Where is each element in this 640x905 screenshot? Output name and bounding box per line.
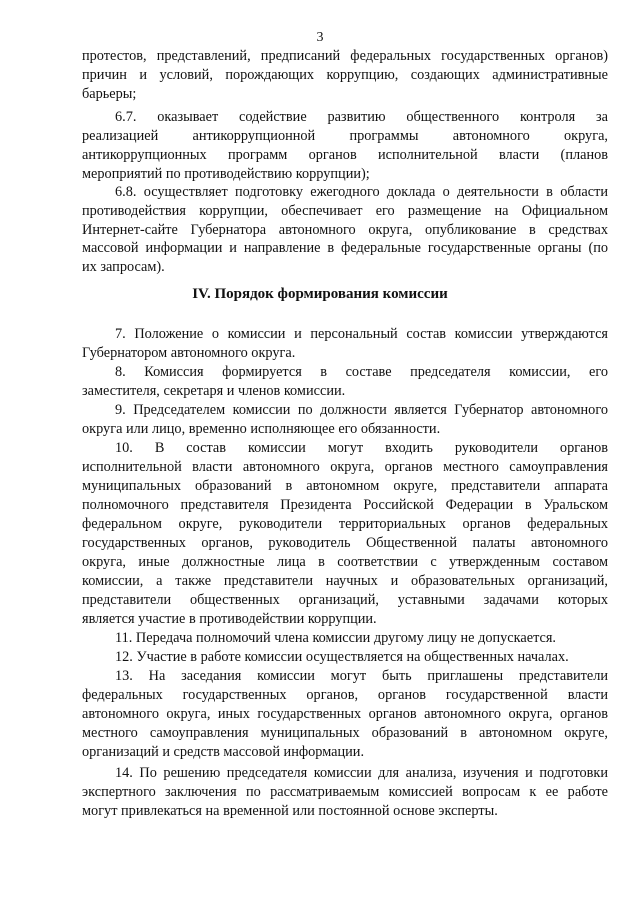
page-number: 3	[316, 30, 324, 45]
text-line: местного самоуправления муниципальных образований в автономном округе,	[82, 725, 608, 741]
text-line: барьеры;	[82, 86, 137, 102]
text-line: 7. Положение о комиссии и персональный состав комиссии утверждаются	[115, 326, 608, 342]
text-line: государственных органов, руководитель Общественной палаты автономного	[82, 535, 608, 551]
text-line: антикоррупционных программ органов исполнительной власти (планов	[82, 147, 608, 163]
text-line: комиссии, а также представители научных и образовательных организаций,	[82, 573, 608, 589]
text-line: представители общественных организаций, уставными задачами которых	[82, 592, 608, 608]
text-line: протестов, представлений, предписаний федеральных государственных органов)	[82, 48, 608, 64]
text-line: Губернатором автономного округа.	[82, 345, 296, 361]
text-line: федеральных государственных органов, органов государственной власти	[82, 687, 608, 703]
text-line: их запросам).	[82, 259, 165, 275]
text-line: 11. Передача полномочий члена комиссии другому лицу не допускается.	[115, 630, 556, 646]
text-line: является участие в противодействии коррупции.	[82, 611, 377, 627]
text-line: 12. Участие в работе комиссии осуществляется на общественных началах.	[115, 649, 569, 665]
text-line: 14. По решению председателя комиссии для анализа, изучения и подготовки	[115, 765, 608, 781]
text-line: 13. На заседания комиссии могут быть приглашены представители	[115, 668, 608, 684]
text-line: 10. В состав комиссии могут входить руководители органов	[115, 440, 608, 456]
text-line: 6.7. оказывает содействие развитию общественного контроля за	[115, 109, 608, 125]
text-line: 9. Председателем комиссии по должности является Губернатор автономного	[115, 402, 608, 418]
text-line: округа, иные должностные лица в соответствии с утвержденным составом	[82, 554, 608, 570]
text-line: экспертного заключения по рассматриваемым комиссией вопросам к ее работе	[82, 784, 608, 800]
text-line: могут привлекаться на временной или постоянной основе эксперты.	[82, 803, 498, 819]
text-line: 8. Комиссия формируется в составе председателя комиссии, его	[115, 364, 608, 380]
text-line: исполнительной власти автономного округа, органов местного самоуправления	[82, 459, 608, 475]
text-line: организаций и средств массовой информации.	[82, 744, 365, 760]
text-line: муниципальных образований в автономном округе, представители аппарата	[82, 478, 608, 494]
text-line: массовой информации и направление в федеральные государственные органы (по	[82, 240, 608, 256]
text-line: 6.8. осуществляет подготовку ежегодного доклада о деятельности в области	[115, 184, 608, 200]
text-line: полномочного представителя Президента Российской Федерации в Уральском	[82, 497, 608, 513]
text-line: автономного округа, иных государственных органов автономного округа, органов	[82, 706, 608, 722]
text-line: реализацией антикоррупционной программы автономного округа,	[82, 128, 608, 144]
text-line: федеральном округе, руководители территориальных органов федеральных	[82, 516, 608, 532]
text-line: заместителя, секретаря и членов комиссии.	[82, 383, 346, 399]
text-line: противодействия коррупции, обеспечивает его размещение на Официальном	[82, 203, 608, 219]
text-line: Интернет-сайте Губернатора автономного округа, опубликование в средствах	[82, 222, 608, 238]
text-line: мероприятий по противодействию коррупции);	[82, 166, 370, 182]
text-line: округа или лицо, временно исполняющее его обязанности.	[82, 421, 441, 437]
text-line: причин и условий, порождающих коррупцию, создающих административные	[82, 67, 608, 83]
section-heading: IV. Порядок формирования комиссии	[192, 286, 448, 302]
